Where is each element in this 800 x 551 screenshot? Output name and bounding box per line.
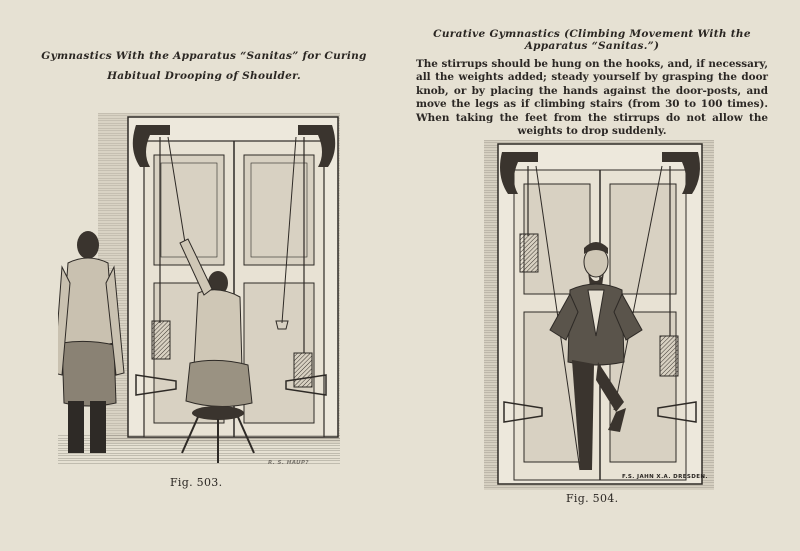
- right-title-line-1: Curative Gymnastics (Climbing Movement With the: [433, 28, 751, 40]
- figure-504-engraving: [484, 140, 714, 490]
- right-title-line-2: Apparatus “Sanitas.”): [524, 40, 660, 52]
- figure-504-illustration: [484, 140, 714, 490]
- left-caption: [24, 46, 384, 86]
- right-caption-title: [412, 28, 772, 52]
- figure-504-label: Fig. 504.: [566, 492, 619, 505]
- figure-503-engraving: [58, 113, 340, 473]
- figure-503-engraver-signature: R. S. HAUP?: [268, 460, 310, 466]
- left-caption-line-2: Habitual Drooping of Shoulder.: [107, 70, 301, 82]
- left-caption-line-1: Gymnastics With the Apparatus “Sanitas” for Curing: [41, 50, 367, 62]
- right-caption-body: The stirrups should be hung on the hooks, and, if necessary, all the weights added; steady yourself by grasping the door knob, or by placing the hands against the door-posts, and move the legs as if climbing stairs (from 30 to 100 times). When taking the feet from the stirrups do not allow the weights to drop suddenly.: [416, 58, 768, 138]
- figure-503-label: Fig. 503.: [170, 476, 223, 489]
- figure-504-engraver-signature: F.S. JAHN X.A. DRESDEN.: [622, 474, 708, 480]
- figure-503-illustration: [58, 113, 340, 473]
